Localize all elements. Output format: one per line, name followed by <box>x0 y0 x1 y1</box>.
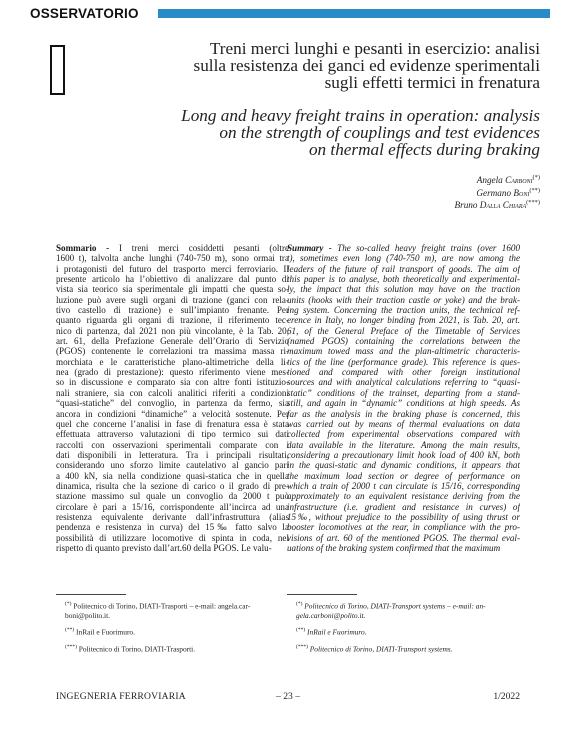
abstract-line: tivo castello di trazione) e sull’impianto frenante. Per <box>56 305 289 316</box>
abstract-line: this paper is to analyse, both theoretically and experimental- <box>287 274 520 285</box>
footnote-rule <box>287 594 357 595</box>
abstract-line: ly, the impact that this solution may have on the traction <box>287 284 520 295</box>
abstract-lead: Sommario - <box>56 243 110 253</box>
author-list <box>455 173 541 211</box>
section-title: OSSERVATORIO <box>30 6 139 21</box>
title-italian-line: Treni merci lunghi e pesanti in esercizio: analisi <box>209 39 540 58</box>
abstract-line: still, and again in “dynamic” conditions at high speeds. As <box>287 398 520 409</box>
abstract-line: nali straniere, sia con calcoli analitici riferiti a condizioni <box>56 387 289 398</box>
abstract-line: t), sometimes even long (740-750 m), are now among the <box>287 253 520 264</box>
abstract-line: static” conditions of the trainset, departing from a stand- <box>287 387 520 398</box>
abstract-line: uations of the braking system confirmed that the maximum <box>287 542 501 553</box>
title-italian-line: sulla resistenza dei ganci ed evidenze sperimentali <box>193 56 540 75</box>
author-first-name: Angela <box>476 175 503 186</box>
author <box>455 198 541 211</box>
abstract-line: the maximum load section or degree of performance on <box>287 470 520 481</box>
abstract-line: which a train of 2000 t can circulate is 15/16, corresponding <box>287 480 520 491</box>
abstract-line: ancora in condizioni “dinamiche” a velocità sostenute. Per <box>56 408 289 419</box>
footnote-text: Politecnico di Torino, DIATI-Trasporti. <box>78 644 196 654</box>
footnote-text: boni@polito.it. <box>65 610 110 620</box>
abstract-line: infrastructure (i.e. gradient and resistance in curves) of <box>287 501 520 512</box>
footnotes-italian <box>56 600 289 660</box>
abstract-line: leaders of the future of rail transport of goods. The aim of <box>287 263 520 274</box>
page-footer <box>56 691 520 703</box>
footnote-text: InRail e Fuorimuro. <box>76 627 135 637</box>
abstract-line: erence in Italy, no longer binding from 2021, is Tab. 20, art. <box>287 315 520 326</box>
abstract-line: vista sia teorico sia sperimentale gli impatti che questa so- <box>56 284 289 295</box>
footnote <box>56 600 289 620</box>
abstract-line: effettuata attraverso valutazioni di tipo termico sui dati <box>56 429 289 440</box>
author-mark: (**) <box>529 186 540 194</box>
title-english-line: Long and heavy freight trains in operation: analysis <box>181 106 540 125</box>
footnote <box>56 643 289 654</box>
footnote-mark: (*) <box>65 601 72 607</box>
author-last-name: Dalla Chiara <box>479 200 527 211</box>
title-italian-line: sugli effetti termici in frenatura <box>324 73 540 92</box>
footnote-text: Politecnico di Torino, DIATI-Transport systems – e-mail: an- <box>304 601 486 611</box>
abstract-line: considering a precautionary limit hook load of 400 kN, both <box>287 449 520 460</box>
title-italian <box>120 40 540 91</box>
footnote-text: InRail e Fuorimuro. <box>307 627 367 637</box>
footnote-rule <box>56 594 126 595</box>
abstract-line: was carried out by means of thermal evaluations on data <box>287 418 520 429</box>
journal-name: INGEGNERIA FERROVIARIA <box>56 691 186 702</box>
abstract-line: pendenza e resistenza in curva) del 15‰ fatto salvo la <box>56 522 289 533</box>
abstract-line: morchiata e le caratteristiche plano-altimetriche della li- <box>56 356 289 367</box>
footnote <box>287 626 520 637</box>
abstract-line: so in discussione e comparato sia con altre fonti istituzio- <box>56 377 289 388</box>
abstract-line: nico di partenza, dal 2021 non più vincolante, è la Tab. 20, <box>56 325 289 336</box>
abstract-line: far as the analysis in the braking phase is concerned, this <box>287 408 520 419</box>
title-english <box>120 107 540 158</box>
abstract-line: a 400 kN, sia nella condizione quasi-statica che in quella <box>56 470 289 481</box>
abstract-line: data available in the literature. Among the main results, <box>287 439 520 450</box>
abstract-italian <box>56 243 289 553</box>
abstract-line: “quasi-statiche” del convoglio, in partenza da fermo, sia <box>56 398 289 409</box>
title-english-line: on thermal effects during braking <box>308 140 540 159</box>
abstract-lead: Summary - <box>287 243 332 253</box>
abstract-line: rispetto di quanto previsto dall’art.60 della PGOS. Le valu- <box>56 542 272 553</box>
section-header <box>30 6 550 22</box>
footnote-text: Politecnico di Torino, DIATI-Trasporti – e-mail: angela.car- <box>73 601 251 611</box>
footnote-mark: (**) <box>296 627 306 634</box>
footnote <box>287 643 520 654</box>
abstract-line: dinamica, risulta che la sezione di carico o il grado di pre- <box>56 480 289 491</box>
issue-number: 1/2022 <box>493 691 520 702</box>
abstract-line: visions of art. 60 of the mentioned PGOS. The thermal eval- <box>287 532 520 543</box>
footnotes-english <box>287 600 520 660</box>
abstract-line: dati disponibili in letteratura. Tra i principali risultati, <box>56 449 289 460</box>
author-mark: (*) <box>532 174 540 181</box>
footnote <box>287 600 520 620</box>
footnote-mark: (**) <box>65 627 75 634</box>
abstract-line: art. 61, della Prefazione Generale dell’Orario di Servizio <box>56 336 289 347</box>
author-last-name: Boni <box>513 187 530 198</box>
abstract-line: 15‰, without prejudice to the possibility of using thrust or <box>287 511 520 522</box>
footnote <box>56 626 289 637</box>
abstract-line: circolare è pari a 15/16, corrispondente all’incirca ad una <box>56 501 289 512</box>
footnote-mark: (*) <box>296 601 303 607</box>
page-number: – 23 – <box>276 691 300 702</box>
title-english-line: on the strength of couplings and test evidences <box>219 123 540 142</box>
section-color-bar <box>158 9 550 18</box>
abstract-line: (PGOS) contenente le correlazioni tra massima massa ri- <box>56 346 289 357</box>
abstract-line: collected from experimental observations compared with <box>287 429 520 440</box>
abstract-line: 61, of the General Preface of the Timetable of Services <box>287 325 520 336</box>
abstract-line: units (hooks with their traction castle or yoke) and the brak- <box>287 294 520 305</box>
abstract-line: resistenza equivalente derivante dall’infrastruttura (alias <box>56 511 289 522</box>
footnote-mark: (***) <box>65 644 77 651</box>
abstract-line: Sommario - I treni merci cosiddetti pesanti (oltre <box>56 243 289 253</box>
abstract-line: in the quasi-static and dynamic conditions, it appears that <box>287 460 520 471</box>
abstract-line: approximately to an equivalent resistance deriving from the <box>287 491 520 502</box>
abstract-line: maximum towed mass and the plan-altimetric characteris- <box>287 346 520 357</box>
abstract-line: quel che concerne l’analisi in fase di frenatura essa è stata <box>56 418 289 429</box>
abstract-line: raccolti con osservazioni sperimentali comparate con i <box>56 439 289 450</box>
abstract-line: possibilità di utilizzare locomotive di spinta in coda, nel <box>56 532 289 543</box>
abstract-line: 1600 t), talvolta anche lunghi (740-750 m), sono ormai tra <box>56 253 289 264</box>
abstract-line: booster locomotives at the rear, in compliance with the pro- <box>287 522 520 533</box>
abstract-line: considerando uno sforzo limite cautelativo al gancio pari <box>56 460 289 471</box>
abstract-line: nea (grado di prestazione): questo riferimento viene mes- <box>56 367 289 378</box>
abstract-line: tics of the line (performance grade). This reference is ques- <box>287 356 520 367</box>
abstract-line: Summary - The so-called heavy freight trains (over 1600 <box>287 243 520 253</box>
footnote-text: gela.carboni@polito.it. <box>296 610 366 620</box>
footnote-text: Politecnico di Torino, DIATI-Transport systems. <box>309 644 453 654</box>
abstract-line: luzione può avere sugli organi di trazione (ganci con rela- <box>56 294 289 305</box>
abstract-english <box>287 243 520 553</box>
author-first-name: Bruno <box>454 200 478 211</box>
author-mark: (***) <box>526 199 540 207</box>
abstract-line: i protagonisti del futuro del trasporto merci ferroviario. Il <box>56 263 289 274</box>
abstract-line: quanto riguarda gli organi di trazione, il riferimento tec- <box>56 315 289 326</box>
author-first-name: Germano <box>476 187 512 198</box>
author-last-name: Carboni <box>505 175 533 186</box>
abstract-line: stazione massimo sul quale un convoglio da 2000 t può <box>56 491 289 502</box>
author <box>455 173 541 186</box>
abstract-line: (named PGOS) containing the correlations between the <box>287 336 520 347</box>
author <box>455 186 541 199</box>
abstract-line: presente articolo ha l’obiettivo di analizzare dal punto di <box>56 274 289 285</box>
footnote-mark: (***) <box>296 644 308 651</box>
decorative-frame <box>50 45 65 95</box>
abstract-line: tioned and compared with other foreign institutional <box>287 367 520 378</box>
abstract-line: sources and with analytical calculations referring to “quasi- <box>287 377 520 388</box>
abstract-line: ing system. Concerning the traction units, the technical ref- <box>287 305 520 316</box>
